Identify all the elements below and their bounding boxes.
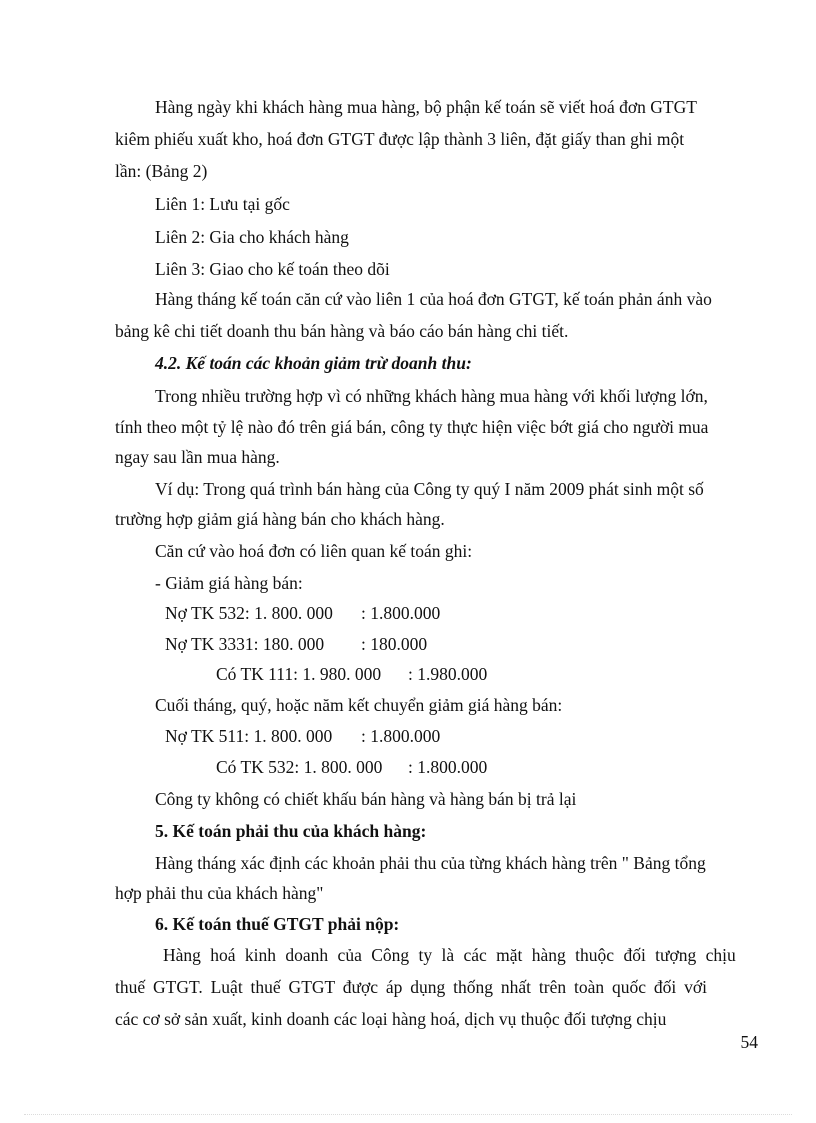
paragraph-line: Ví dụ: Trong quá trình bán hàng của Công ty quý I năm 2009 phát sinh một số [155,479,704,499]
footer-divider [24,1114,792,1115]
entry-account: Nợ TK 3331: 180. 000 [165,634,325,654]
entry-amount: : 180.000 [361,634,428,654]
justified-line [163,944,751,966]
page-number: 54 [740,1032,758,1052]
paragraph-line: Hàng ngày khi khách hàng mua hàng, bộ phận kế toán sẽ viết hoá đơn GTGT [155,97,697,117]
paragraph-line: kiêm phiếu xuất kho, hoá đơn GTGT được lập thành 3 liên, đặt giấy than ghi một [115,129,685,149]
justified-text: thuế GTGT. Luật thuế GTGT được áp dụng thống nhất trên toàn quốc đối với [115,977,707,997]
justified-line [115,976,751,998]
entry-amount: : 1.800.000 [361,603,441,623]
entry-amount: : 1.980.000 [408,664,488,684]
entry-account: Có TK 532: 1. 800. 000 [216,757,383,777]
lien-2-line: Liên 2: Gia cho khách hàng [155,227,349,247]
section-heading-4-2: 4.2. Kế toán các khoản giảm trừ doanh thu: [155,353,472,373]
paragraph-line: bảng kê chi tiết doanh thu bán hàng và báo cáo bán hàng chi tiết. [115,321,569,341]
section-heading-6: 6. Kế toán thuế GTGT phải nộp: [155,914,400,934]
paragraph-line: trường hợp giảm giá hàng bán cho khách hàng. [115,509,445,529]
paragraph-line: Công ty không có chiết khấu bán hàng và hàng bán bị trả lại [155,789,577,809]
entry-amount: : 1.800.000 [361,726,441,746]
paragraph-line: ngay sau lần mua hàng. [115,447,280,467]
paragraph-line: hợp phải thu của khách hàng" [115,883,324,903]
entry-amount: : 1.800.000 [408,757,488,777]
lien-3-line: Liên 3: Giao cho kế toán theo dõi [155,259,390,279]
paragraph-line: lần: (Bảng 2) [115,161,208,181]
paragraph-line: tính theo một tỷ lệ nào đó trên giá bán, công ty thực hiện việc bớt giá cho người mua [115,417,709,437]
paragraph-line: các cơ sở sản xuất, kinh doanh các loại hàng hoá, dịch vụ thuộc đối tượng chịu [115,1009,667,1029]
entry-account: Có TK 111: 1. 980. 000 [216,664,382,684]
entry-account: Nợ TK 532: 1. 800. 000 [165,603,333,623]
lien-1-line: Liên 1: Lưu tại gốc [155,194,290,214]
paragraph-line: Hàng tháng kế toán căn cứ vào liên 1 của hoá đơn GTGT, kế toán phản ánh vào [155,289,712,309]
paragraph-line: Cuối tháng, quý, hoặc năm kết chuyển giảm giá hàng bán: [155,695,563,715]
justified-text: Hàng hoá kinh doanh của Công ty là các mặt hàng thuộc đối tượng chịu [163,945,736,965]
paragraph-line: Hàng tháng xác định các khoản phải thu của từng khách hàng trên " Bảng tổng [155,853,706,873]
section-heading-5: 5. Kế toán phải thu của khách hàng: [155,821,427,841]
entry-account: Nợ TK 511: 1. 800. 000 [165,726,333,746]
paragraph-line: Trong nhiều trường hợp vì có những khách hàng mua hàng với khối lượng lớn, [155,386,708,406]
paragraph-line: Căn cứ vào hoá đơn có liên quan kế toán ghi: [155,541,473,561]
paragraph-line: - Giảm giá hàng bán: [155,573,303,593]
